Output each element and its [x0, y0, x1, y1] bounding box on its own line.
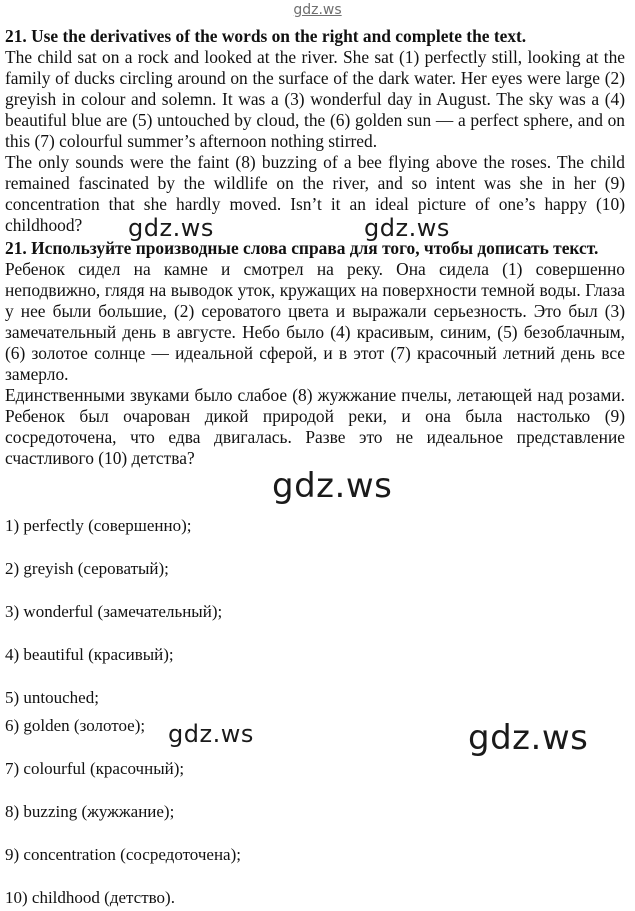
answer-item: 4) beautiful (красивый);: [5, 645, 174, 664]
watermark-top[interactable]: gdz.ws: [293, 2, 342, 18]
answer-item: 8) buzzing (жужжание);: [5, 802, 175, 821]
watermark: gdz.ws: [128, 214, 214, 242]
english-heading: 21. Use the derivatives of the words on the right and complete the text.: [5, 26, 527, 46]
russian-heading: 21. Используйте производные слова справа для того, чтобы дописать текст.: [5, 238, 599, 258]
watermark: gdz.ws: [272, 466, 393, 506]
answer-item: 1) perfectly (совершенно);: [5, 516, 192, 535]
russian-paragraph-1: Ребенок сидел на камне и смотрел на реку. Она сидела (1) совершенно неподвижно, глядя на выводок уток, кружащих на поверхности темной воды. Глаза у нее были большие, (2) сероватого цвета и выражали серьезность. Это был (3) замечательный день в августе. Небо было (4) красивым, синим, (5) безоблачным, (6) золотое солнце — идеальной сферой, и в этот (7) красочный летний день все замерло.: [5, 259, 625, 384]
answer-item: 6) golden (золотое);: [5, 716, 146, 735]
answer-item: 3) wonderful (замечательный);: [5, 602, 223, 621]
english-exercise: [5, 26, 625, 236]
answer-item: 7) colourful (красочный);: [5, 759, 185, 778]
answer-item: 5) untouched;: [5, 688, 99, 707]
watermark: gdz.ws: [168, 720, 254, 748]
english-paragraph-1: The child sat on a rock and looked at the river. She sat (1) perfectly still, looking at the family of ducks circling around on the surface of the dark water. Her eyes were large (2) greyish in colour and solemn. It was a (3) wonderful day in August. The sky was a (4) beautiful blue are (5) untouched by cloud, the (6) golden sun — a perfect sphere, and on this (7) colourful summer’s afternoon nothing stirred.: [5, 47, 625, 151]
watermark: gdz.ws: [364, 214, 450, 242]
answer-item: 2) greyish (сероватый);: [5, 559, 169, 578]
english-paragraph-2: The only sounds were the faint (8) buzzing of a bee flying above the roses. The child remained fascinated by the wildlife on the river, and so intent was she in her (9) concentration that she hardly moved. Isn’t it an ideal picture of one’s happy (10) childhood?: [5, 152, 625, 235]
russian-exercise: [5, 238, 625, 469]
russian-paragraph-2: Единственными звуками было слабое (8) жужжание пчелы, летающей над розами. Ребенок был очарован дикой природой реки, и она была настолько (9) сосредоточена, что едва двигалась. Разве это не идеальное представление счастливого (10) детства?: [5, 385, 625, 468]
watermark: gdz.ws: [468, 718, 589, 758]
answer-item: 9) concentration (сосредоточена);: [5, 845, 241, 864]
answer-item: 10) childhood (детство).: [5, 888, 175, 907]
